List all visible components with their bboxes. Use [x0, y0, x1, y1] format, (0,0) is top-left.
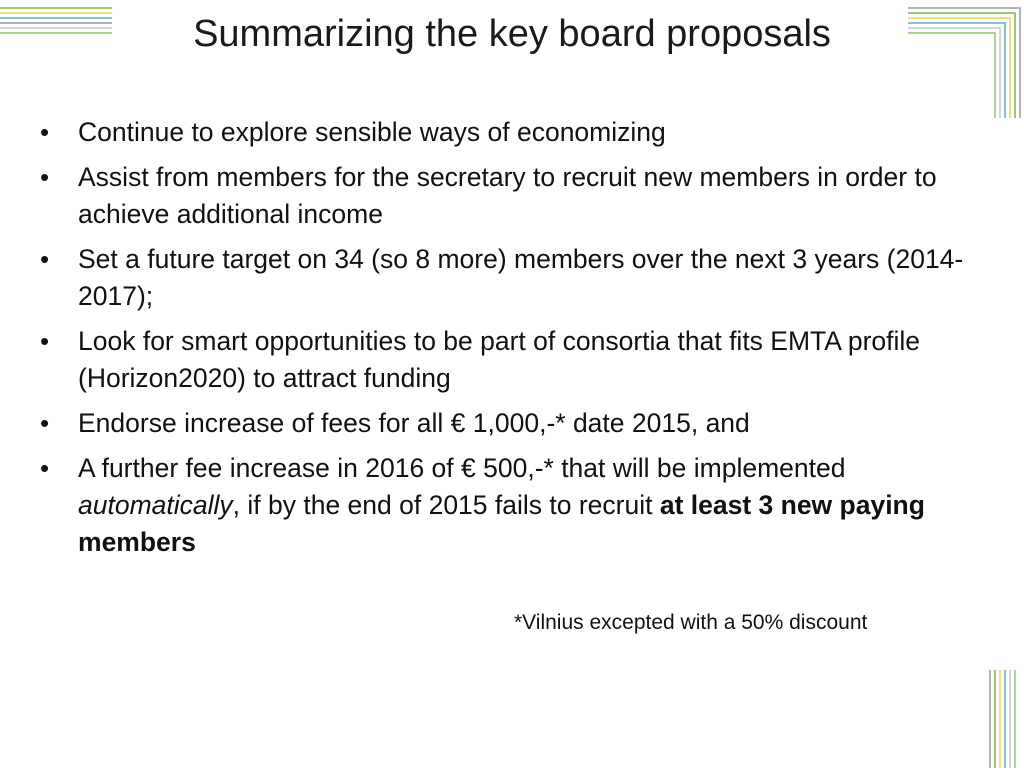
bullet-glyph: • [40, 244, 50, 274]
bullet-text-italic: automatically [78, 490, 233, 520]
bullet-item [36, 241, 1002, 315]
bullet-item [36, 405, 1002, 442]
bullet-text: Set a future target on 34 (so 8 more) members over the next 3 years (2014-2017); [78, 244, 964, 311]
bullet-glyph: • [40, 408, 50, 438]
bullet-text-bold: at least 3 new paying members [78, 490, 925, 557]
bullet-text-middle: , if by the end of 2015 fails to recruit [232, 490, 660, 520]
bullet-text-start: A further fee increase in 2016 of € 500,-* that will be implemented [78, 453, 846, 483]
bullet-text: Continue to explore sensible ways of economizing [78, 117, 666, 147]
bullet-text: Look for smart opportunities to be part of consortia that fits EMTA profile (Horizon2020) to attract funding [78, 326, 921, 393]
bullet-glyph: • [40, 453, 50, 483]
bullet-list [36, 114, 1002, 569]
bullet-text: Endorse increase of fees for all € 1,000,-* date 2015, and [78, 408, 750, 438]
bullet-text: Assist from members for the secretary to recruit new members in order to achieve additional income [78, 162, 937, 229]
slide-title: Summarizing the key board proposals [193, 13, 831, 55]
corner-stripes-bottom-right [984, 670, 1024, 768]
bullet-item [36, 114, 1002, 151]
bullet-glyph: • [40, 117, 50, 147]
bullet-glyph: • [40, 162, 50, 192]
bullet-item [36, 159, 1002, 233]
footnote: *Vilnius excepted with a 50% discount [514, 611, 868, 634]
bullet-glyph: • [40, 326, 50, 356]
bullet-item [36, 323, 1002, 397]
bullet-item [36, 450, 1002, 561]
